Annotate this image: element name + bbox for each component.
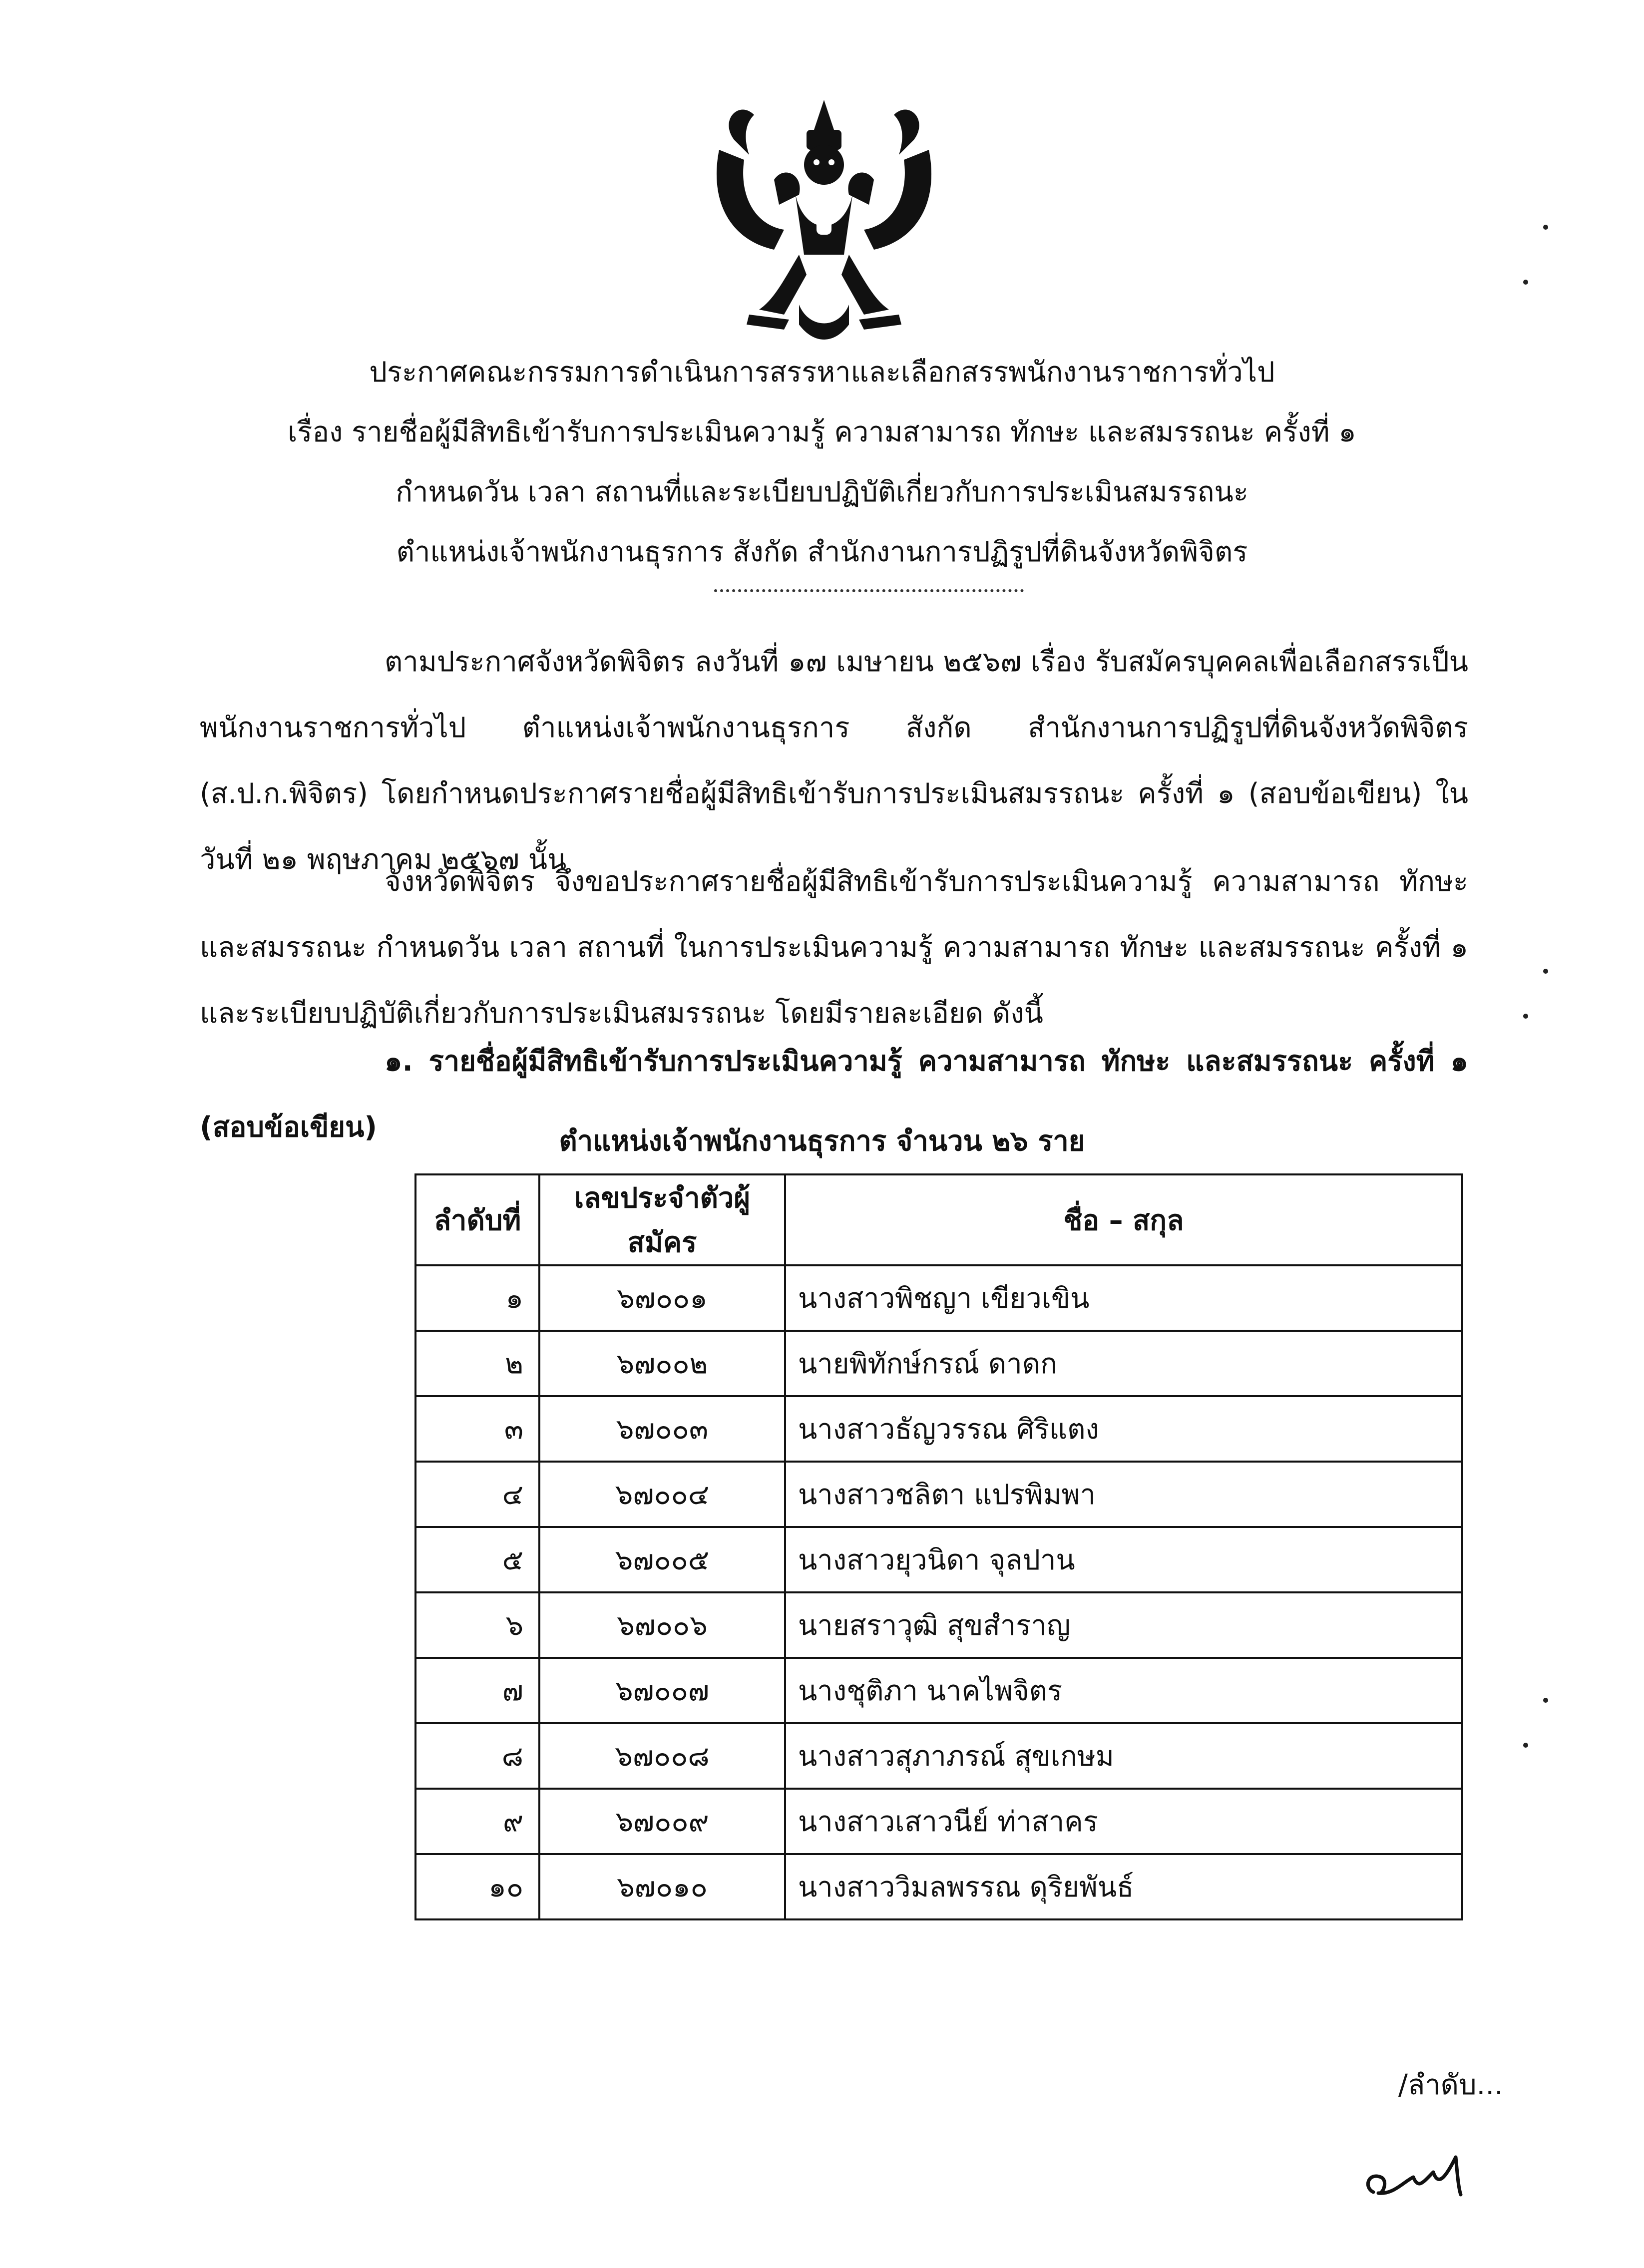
- column-header-order: ลำดับที่: [415, 1174, 539, 1265]
- row-name: นางสาวยุวนิดา จุลปาน: [785, 1527, 1462, 1592]
- row-name: นางสาววิมลพรรณ ดุริยพันธ์: [785, 1854, 1462, 1919]
- row-order: ๔: [415, 1462, 539, 1527]
- row-name: นางสาวชลิตา แปรพิมพา: [785, 1462, 1462, 1527]
- row-applicant-id: ๖๗๐๐๑: [539, 1265, 785, 1331]
- scan-speck: [1523, 1743, 1528, 1748]
- row-applicant-id: ๖๗๐๐๖: [539, 1592, 785, 1658]
- row-name: นางสาวธัญวรรณ ศิริแตง: [785, 1396, 1462, 1462]
- row-applicant-id: ๖๗๐๑๐: [539, 1854, 785, 1919]
- table-row: [415, 1723, 1462, 1789]
- table-row: [415, 1396, 1462, 1462]
- row-name: นางชุติภา นาคไพจิตร: [785, 1658, 1462, 1723]
- row-order: ๒: [415, 1331, 539, 1396]
- scan-speck: [1543, 225, 1548, 230]
- paragraph-2: [200, 849, 1468, 1047]
- row-order: ๕: [415, 1527, 539, 1592]
- table-row: [415, 1789, 1462, 1854]
- row-order: ๙: [415, 1789, 539, 1854]
- row-applicant-id: ๖๗๐๐๕: [539, 1527, 785, 1592]
- announcement-title-line1: ประกาศคณะกรรมการดำเนินการสรรหาและเลือกสรรพนักงานราชการทั่วไป: [369, 356, 1275, 388]
- row-order: ๑๐: [415, 1854, 539, 1919]
- candidate-table: [414, 1173, 1463, 1920]
- scan-speck: [1543, 969, 1548, 974]
- row-applicant-id: ๖๗๐๐๔: [539, 1462, 785, 1527]
- column-header-applicant-id: เลขประจำตัวผู้สมัคร: [539, 1174, 785, 1265]
- dotted-divider: [714, 589, 1024, 592]
- row-name: นายพิทักษ์กรณ์ ดาดก: [785, 1331, 1462, 1396]
- row-name: นางสาวพิชญา เขียวเขิน: [785, 1265, 1462, 1331]
- table-row: [415, 1265, 1462, 1331]
- table-row: [415, 1462, 1462, 1527]
- continuation-note: /ลำดับ...: [1398, 2069, 1503, 2101]
- row-name: นายสราวุฒิ สุขสำราญ: [785, 1592, 1462, 1658]
- row-order: ๓: [415, 1396, 539, 1462]
- row-applicant-id: ๖๗๐๐๘: [539, 1723, 785, 1789]
- announcement-title-line3: กำหนดวัน เวลา สถานที่และระเบียบปฏิบัติเกี่ยวกับการประเมินสมรรถนะ: [396, 476, 1248, 508]
- row-order: ๗: [415, 1658, 539, 1723]
- scan-speck: [1543, 1698, 1548, 1703]
- scan-speck: [1523, 280, 1528, 285]
- scan-speck: [1523, 1014, 1528, 1019]
- row-applicant-id: ๖๗๐๐๓: [539, 1396, 785, 1462]
- row-order: ๘: [415, 1723, 539, 1789]
- signature-mark: [1358, 2147, 1478, 2207]
- row-order: ๖: [415, 1592, 539, 1658]
- row-applicant-id: ๖๗๐๐๗: [539, 1658, 785, 1723]
- row-order: ๑: [415, 1265, 539, 1331]
- table-row: [415, 1658, 1462, 1723]
- table-caption: ตำแหน่งเจ้าพนักงานธุรการ จำนวน ๒๖ ราย: [559, 1125, 1085, 1157]
- paragraph-2-text: จังหวัดพิจิตร จึงขอประกาศรายชื่อผู้มีสิทธิเข้ารับการประเมินความรู้ ความสามารถ ทักษะ และสมรรถนะ กำหนดวัน เวลา สถานที่ ในการประเมินความรู้ ความสามารถ ทักษะ และสมรรถนะ ครั้งที่ ๑ และระเบียบปฏิบัติเกี่ยวกับการประเมินสมรรถนะ โดยมีรายละเอียด ดังนี้: [200, 865, 1468, 1030]
- table-row: [415, 1527, 1462, 1592]
- row-name: นางสาวเสาวนีย์ ท่าสาคร: [785, 1789, 1462, 1854]
- table-row: [415, 1854, 1462, 1919]
- section-1-text: ๑. รายชื่อผู้มีสิทธิเข้ารับการประเมินความรู้ ความสามารถ ทักษะ และสมรรถนะ ครั้งที่ ๑ (สอบข้อเขียน): [200, 1045, 1468, 1143]
- row-name: นางสาวสุภาภรณ์ สุขเกษม: [785, 1723, 1462, 1789]
- garuda-emblem-icon: [699, 90, 949, 350]
- row-applicant-id: ๖๗๐๐๒: [539, 1331, 785, 1396]
- announcement-title-line4: ตำแหน่งเจ้าพนักงานธุรการ สังกัด สำนักงานการปฏิรูปที่ดินจังหวัดพิจิตร: [396, 536, 1248, 568]
- announcement-title-line2: เรื่อง รายชื่อผู้มีสิทธิเข้ารับการประเมินความรู้ ความสามารถ ทักษะ และสมรรถนะ ครั้งที่ ๑: [288, 416, 1356, 448]
- table-row: [415, 1592, 1462, 1658]
- paragraph-1-text: ตามประกาศจังหวัดพิจิตร ลงวันที่ ๑๗ เมษายน ๒๕๖๗ เรื่อง รับสมัครบุคคลเพื่อเลือกสรรเป็นพนักงานราชการทั่วไป ตำแหน่งเจ้าพนักงานธุรการ สังกัด สำนักงานการปฏิรูปที่ดินจังหวัดพิจิตร (ส.ป.ก.พิจิตร) โดยกำหนดประกาศรายชื่อผู้มีสิทธิเข้ารับการประเมินสมรรถนะ ครั้งที่ ๑ (สอบข้อเขียน) ในวันที่ ๒๑ พฤษภาคม ๒๕๖๗ นั้น: [200, 646, 1468, 876]
- table-header-row: [415, 1174, 1462, 1265]
- row-applicant-id: ๖๗๐๐๙: [539, 1789, 785, 1854]
- table-row: [415, 1331, 1462, 1396]
- column-header-name: ชื่อ – สกุล: [785, 1174, 1462, 1265]
